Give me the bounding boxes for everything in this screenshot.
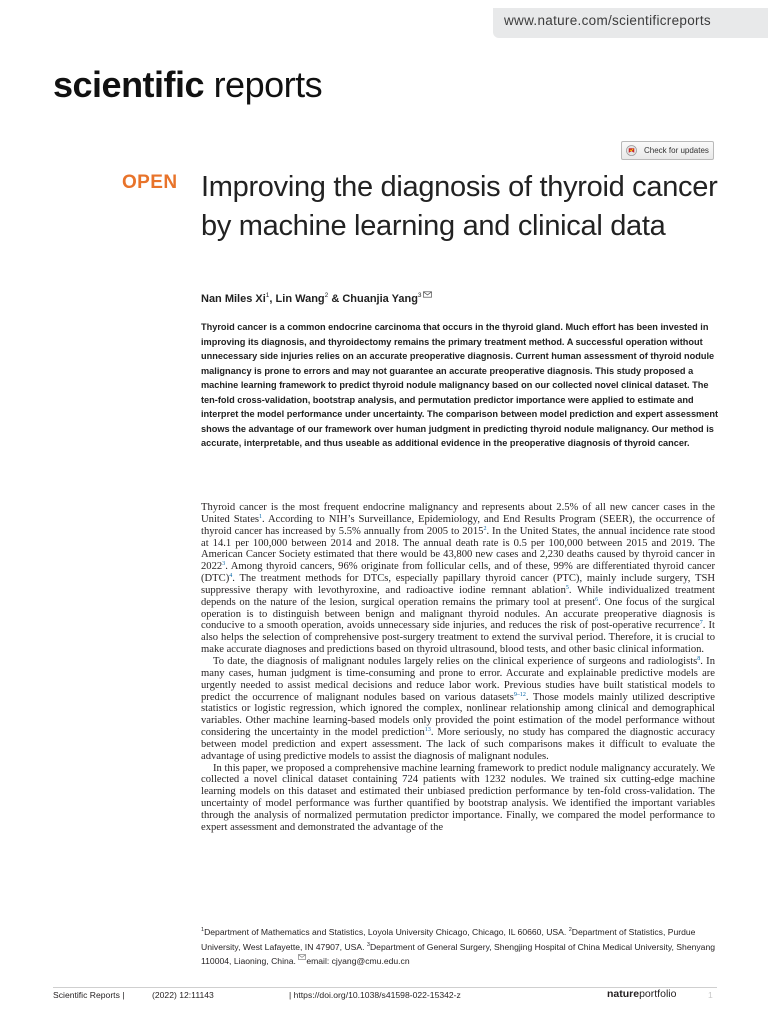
affiliations — [201, 925, 717, 969]
body-text: . While individualized treatment depends on the nature of the lesion, surgical operation remains the primary tool at present — [201, 584, 715, 608]
affiliation-text: Department of Mathematics and Statistics, Loyola University Chicago, Chicago, IL 60660, USA. — [204, 927, 569, 937]
citation-link[interactable]: 2 — [483, 525, 487, 532]
footer-doi-link[interactable]: | https://doi.org/10.1038/s41598-022-15342-z — [289, 990, 461, 1000]
author-name[interactable]: Nan Miles Xi — [201, 293, 266, 305]
open-access-badge: OPEN — [122, 172, 178, 193]
body-text: To date, the diagnosis of malignant nodules largely relies on the clinical experience of surgeons and radiologists — [213, 655, 698, 667]
envelope-icon[interactable] — [423, 291, 432, 298]
author-name[interactable]: Lin Wang — [275, 293, 325, 305]
article-body — [201, 502, 715, 834]
article-title: Improving the diagnosis of thyroid cancer by machine learning and clinical data — [201, 171, 718, 242]
citation-link[interactable]: 4 — [229, 573, 233, 580]
body-text: . In many cases, human judgment is time-consuming and prone to error. Accurate and explainable predictive models are urgently needed to assist medical decisions and reduce labor work. Previous studies have built statistical models to predict the occurrence of malignant nodules based on various datasets — [201, 655, 716, 703]
author-affiliation-mark: 1 — [265, 292, 270, 299]
citation-link[interactable]: 13 — [424, 727, 431, 734]
crossmark-icon — [626, 145, 637, 156]
body-text: Thyroid cancer is the most frequent endocrine malignancy and represents about 2.5% of all new cancer cases in the United States — [201, 502, 715, 525]
footer-journal: Scientific Reports | — [53, 990, 125, 1000]
citation-link[interactable]: 5 — [565, 584, 569, 591]
body-text: . The treatment methods for DTCs, especially papillary thyroid cancer (PTC), mainly include surgery, TSH suppressive therapy with levothyroxine, and radioactive iodine remnant ablation — [201, 573, 715, 596]
body-paragraph — [201, 502, 715, 656]
masthead-light: reports — [204, 64, 323, 105]
author-separator: & — [328, 293, 343, 305]
affiliation-text: Department of Statistics, Purdue University, West Lafayette, IN 47907, USA. — [201, 927, 696, 952]
masthead-bold: scientific — [53, 64, 205, 105]
citation-link[interactable]: 9–12 — [513, 691, 526, 698]
body-text: . One focus of the surgical operation is to distinguish between benign and malignant thyroid nodules. An accurate preoperative diagnosis is conducive to a smooth operation, avoids unnecessary side injuries, and reduces the risk of post-operative recurrence — [201, 596, 715, 632]
body-text: . In the United States, the annual incidence rate stood at 14.1 per 100,000 between 2014 and 2018. The annual death rate is 0.5 per 100,000 between 2015 and 2019. The American Cancer Society estimated that there would be 43,800 new cases and 2,230 deaths caused by thyroid cancer in 2022 — [201, 525, 715, 573]
citation-link[interactable]: 7 — [699, 620, 703, 627]
body-text: . It also helps the selection of comprehensive post-surgery treatment to extend the survival period. Therefore, it is crucial to make accurate diagnoses and predictions based on thyroid ultrasound, blood tests, and other basic clinical information. — [201, 620, 715, 656]
affiliation-text: Department of General Surgery, Shengjing Hospital of China Medical University, Shenyang 110004, Liaoning, China. — [201, 941, 716, 966]
author-affiliation-mark: 3 — [417, 292, 422, 299]
author-affiliation-mark: 2 — [324, 292, 329, 299]
check-for-updates-button[interactable] — [621, 141, 714, 160]
abstract: Thyroid cancer is a common endocrine carcinoma that occurs in the thyroid gland. Much effort has been invested in improving its diagnosis, and thyroidectomy remains the primary treatment method. A successful operation without unnecessary side injuries relies on an accurate preoperative diagnosis. Current human assessment of thyroid nodule malignancy is prone to errors and may not guarantee an accurate preoperative diagnosis. This study proposed a machine learning framework to predict thyroid nodule malignancy based on our collected novel clinical dataset. The ten-fold cross-validation, bootstrap analysis, and permutation predictor importance were applied to estimate and interpret the model performance under uncertainty. The comparison between model prediction and expert assessment shows the advantage of our framework over human judgment in predicting thyroid nodule malignancy. Our method is accurate, interpretable, and thus useable as additional evidence in the preoperative diagnosis of thyroid cancer. — [201, 322, 719, 448]
corresponding-email-link[interactable]: email: cjyang@cmu.edu.cn — [306, 956, 410, 966]
affiliation-mark: 2 — [568, 927, 572, 933]
nature-portfolio-logo — [607, 988, 676, 1000]
logo-light: portfolio — [639, 988, 677, 1000]
author-list — [201, 291, 432, 305]
page-number: 1 — [708, 990, 713, 1000]
citation-link[interactable]: 1 — [259, 513, 263, 520]
logo-bold: nature — [607, 988, 640, 1000]
body-text: . Among thyroid cancers, 96% originate from follicular cells, and of these, 99% are differentiated thyroid cancer (DTC) — [201, 561, 715, 585]
check-for-updates-label: Check for updates — [644, 146, 709, 155]
citation-link[interactable]: 8 — [697, 655, 701, 662]
body-text: . Those models mainly utilized descriptive statistics or logistic regression, which ignored the complex, nonlinear relationship among clinical and demographical variables. Other machine learning-based models only provided the point estimation of the model performance without considering the uncertainty in the model prediction — [201, 691, 715, 739]
author-separator: , — [269, 293, 276, 305]
body-text: . More seriously, no study has compared the diagnostic accuracy between model prediction and expert assessment. The lack of such comparisons makes it difficult to evaluate the advantage of using predictive models to assist the diagnosis of malignant nodules. — [201, 727, 715, 762]
affiliation-mark: 1 — [201, 927, 205, 933]
citation-link[interactable]: 6 — [595, 596, 599, 603]
affiliation-mark: 3 — [366, 941, 370, 948]
author-name[interactable]: Chuanjia Yang — [342, 293, 418, 305]
citation-link[interactable]: 3 — [222, 561, 226, 568]
footer-volume: (2022) 12:11143 — [152, 990, 214, 1000]
body-text: . According to NIH’s Surveillance, Epidemiology, and End Results Program (SEER), the occurrence of thyroid cancer has increased by 5.5% annually from 2005 to 2015 — [201, 513, 715, 537]
journal-url-link[interactable]: www.nature.com/scientificreports — [504, 13, 711, 28]
journal-masthead[interactable] — [53, 64, 322, 106]
body-paragraph: In this paper, we proposed a comprehensive machine learning framework to predict nodule malignancy accurately. We collected a novel clinical dataset containing 724 patients with 1232 nodules. We trained six cutting-edge machine learning models on this dataset and estimated their unbiased prediction performance by ten-fold cross-validation. The uncertainty of model performance was further quantified by bootstrap analysis. We identified the important variables through the analysis of normalized permutation predictor importance. Finally, we compared the model performance to expert assessment and demonstrated the advantage of the — [201, 762, 715, 833]
body-paragraph — [201, 656, 715, 763]
